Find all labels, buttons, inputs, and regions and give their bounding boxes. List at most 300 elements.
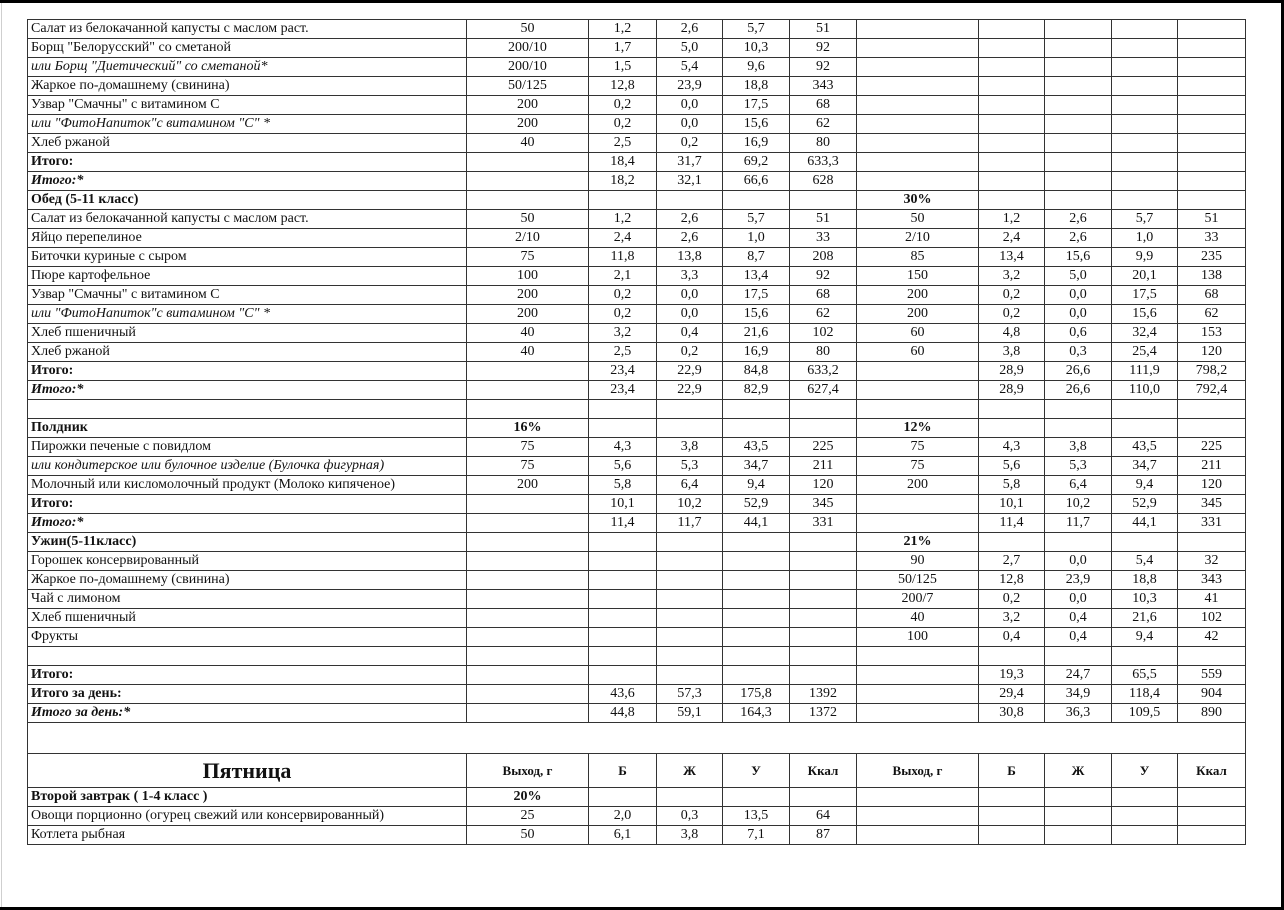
carbs-cell-1: 18,8 [723,77,790,96]
yield-cell-1: 25 [467,807,589,826]
yield-cell-1 [467,628,589,647]
fat-cell-1: 11,7 [657,514,723,533]
protein-cell-1 [589,666,657,685]
dish-name: Жаркое по-домашнему (свинина) [28,571,467,590]
kcal-cell-2: 41 [1178,590,1246,609]
yield-cell-2 [857,96,979,115]
protein-cell-2: 0,2 [979,305,1045,324]
kcal-cell-1: 92 [790,267,857,286]
yield-cell-2 [857,826,979,845]
protein-cell-2: 30,8 [979,704,1045,723]
fat-cell-2 [1045,115,1112,134]
fat-cell-1 [657,191,723,210]
protein-cell-2: 28,9 [979,381,1045,400]
dish-name: Молочный или кисломолочный продукт (Молоко кипяченое) [28,476,467,495]
fat-cell-1 [657,571,723,590]
col-header-protein: Б [589,754,657,788]
fat-cell-1: 0,0 [657,115,723,134]
carbs-cell-1 [723,788,790,807]
kcal-cell-2 [1178,172,1246,191]
dish-name: Борщ "Белорусский" со сметаной [28,39,467,58]
protein-cell-1: 18,4 [589,153,657,172]
fat-cell-1: 2,6 [657,20,723,39]
carbs-cell-2 [1112,647,1178,666]
protein-cell-2 [979,400,1045,419]
dish-name: Жаркое по-домашнему (свинина) [28,77,467,96]
yield-cell-2: 85 [857,248,979,267]
table-row [28,419,1246,438]
fat-cell-1: 22,9 [657,381,723,400]
carbs-cell-1 [723,590,790,609]
yield-cell-1 [467,514,589,533]
table-row [28,362,1246,381]
dish-name: Овощи порционно (огурец свежий или консервированный) [28,807,467,826]
carbs-cell-2: 32,4 [1112,324,1178,343]
protein-cell-2: 28,9 [979,362,1045,381]
dish-name: Котлета рыбная [28,826,467,845]
yield-cell-2: 60 [857,343,979,362]
dish-name: Пирожки печеные с повидлом [28,438,467,457]
protein-cell-1: 2,4 [589,229,657,248]
fat-cell-2: 5,0 [1045,267,1112,286]
carbs-cell-2 [1112,115,1178,134]
carbs-cell-1: 16,9 [723,134,790,153]
kcal-cell-2: 345 [1178,495,1246,514]
yield-cell-1 [467,495,589,514]
carbs-cell-2: 25,4 [1112,343,1178,362]
protein-cell-2: 0,2 [979,286,1045,305]
fat-cell-1: 22,9 [657,362,723,381]
kcal-cell-2 [1178,115,1246,134]
yield-cell-2 [857,704,979,723]
dish-name: Итого: [28,153,467,172]
dish-name: Ужин(5-11класс) [28,533,467,552]
protein-cell-1: 2,5 [589,343,657,362]
kcal-cell-2 [1178,134,1246,153]
table-row [28,495,1246,514]
yield-cell-1: 200 [467,305,589,324]
yield-cell-1 [467,381,589,400]
dish-name: Итого: [28,666,467,685]
yield-cell-1: 2/10 [467,229,589,248]
kcal-cell-1 [790,666,857,685]
protein-cell-2 [979,172,1045,191]
dish-name: Итого за день:* [28,704,467,723]
table-row [28,826,1246,845]
protein-cell-1 [589,191,657,210]
table-row [28,267,1246,286]
carbs-cell-1: 1,0 [723,229,790,248]
yield-cell-2: 50 [857,210,979,229]
fat-cell-1: 57,3 [657,685,723,704]
carbs-cell-1: 7,1 [723,826,790,845]
yield-cell-1 [467,153,589,172]
protein-cell-1: 2,1 [589,267,657,286]
fat-cell-2: 11,7 [1045,514,1112,533]
protein-cell-2 [979,58,1045,77]
carbs-cell-2: 111,9 [1112,362,1178,381]
yield-cell-2 [857,153,979,172]
yield-cell-2 [857,514,979,533]
col-header-yield-2: Выход, г [857,754,979,788]
kcal-cell-1: 68 [790,286,857,305]
table-row [28,153,1246,172]
protein-cell-1: 1,7 [589,39,657,58]
carbs-cell-1 [723,533,790,552]
carbs-cell-1: 44,1 [723,514,790,533]
dish-name: Узвар "Смачны" с витамином С [28,286,467,305]
table-row [28,514,1246,533]
protein-cell-1: 10,1 [589,495,657,514]
yield-cell-1: 200/10 [467,58,589,77]
protein-cell-1: 11,8 [589,248,657,267]
carbs-cell-1 [723,628,790,647]
yield-cell-1: 75 [467,457,589,476]
protein-cell-2 [979,20,1045,39]
protein-cell-1 [589,400,657,419]
fat-cell-2: 36,3 [1045,704,1112,723]
kcal-cell-1: 80 [790,134,857,153]
carbs-cell-2: 5,4 [1112,552,1178,571]
kcal-cell-1: 62 [790,115,857,134]
menu-rows-top [28,20,1246,723]
kcal-cell-1 [790,590,857,609]
table-row [28,134,1246,153]
kcal-cell-1: 120 [790,476,857,495]
kcal-cell-2: 102 [1178,609,1246,628]
kcal-cell-1: 62 [790,305,857,324]
yield-cell-2 [857,647,979,666]
kcal-cell-1 [790,552,857,571]
dish-name: Итого:* [28,514,467,533]
kcal-cell-2: 792,4 [1178,381,1246,400]
fat-cell-2: 26,6 [1045,362,1112,381]
table-row [28,533,1246,552]
carbs-cell-1: 17,5 [723,286,790,305]
kcal-cell-2: 120 [1178,476,1246,495]
protein-cell-2 [979,153,1045,172]
yield-cell-1 [467,172,589,191]
carbs-cell-1: 17,5 [723,96,790,115]
table-row [28,476,1246,495]
protein-cell-2: 4,3 [979,438,1045,457]
dish-name: Хлеб пшеничный [28,609,467,628]
yield-cell-2: 21% [857,533,979,552]
protein-cell-2 [979,96,1045,115]
yield-cell-1 [467,552,589,571]
carbs-cell-2 [1112,419,1178,438]
carbs-cell-1: 82,9 [723,381,790,400]
yield-cell-2 [857,362,979,381]
table-row [28,381,1246,400]
carbs-cell-1: 5,7 [723,20,790,39]
kcal-cell-2: 68 [1178,286,1246,305]
carbs-cell-1: 9,6 [723,58,790,77]
fat-cell-2 [1045,400,1112,419]
yield-cell-1 [467,666,589,685]
table-row [28,172,1246,191]
yield-cell-1 [467,571,589,590]
fat-cell-2 [1045,647,1112,666]
fat-cell-1: 0,3 [657,807,723,826]
fat-cell-1 [657,590,723,609]
kcal-cell-2: 904 [1178,685,1246,704]
dish-name: Фрукты [28,628,467,647]
dish-name: Итого за день: [28,685,467,704]
yield-cell-1: 40 [467,343,589,362]
dish-name: Биточки куриные с сыром [28,248,467,267]
fat-cell-2 [1045,807,1112,826]
yield-cell-1 [467,609,589,628]
yield-cell-2: 90 [857,552,979,571]
yield-cell-2 [857,788,979,807]
table-row [28,58,1246,77]
protein-cell-2: 2,4 [979,229,1045,248]
kcal-cell-2: 153 [1178,324,1246,343]
protein-cell-1: 0,2 [589,305,657,324]
fat-cell-1: 0,2 [657,343,723,362]
protein-cell-1: 2,0 [589,807,657,826]
yield-cell-2 [857,115,979,134]
protein-cell-2: 4,8 [979,324,1045,343]
dish-name: Салат из белокачанной капусты с маслом раст. [28,210,467,229]
fat-cell-1: 5,4 [657,58,723,77]
table-row [28,115,1246,134]
carbs-cell-2: 9,9 [1112,248,1178,267]
col-header-kcal-2: Ккал [1178,754,1246,788]
col-header-yield: Выход, г [467,754,589,788]
fat-cell-1 [657,628,723,647]
fat-cell-1: 6,4 [657,476,723,495]
fat-cell-2: 6,4 [1045,476,1112,495]
fat-cell-1: 5,3 [657,457,723,476]
table-row [28,286,1246,305]
scan-border-left [1,3,2,907]
kcal-cell-2: 331 [1178,514,1246,533]
carbs-cell-2 [1112,96,1178,115]
carbs-cell-1: 69,2 [723,153,790,172]
carbs-cell-1: 21,6 [723,324,790,343]
yield-cell-2 [857,20,979,39]
yield-cell-1: 40 [467,134,589,153]
yield-cell-2: 200 [857,476,979,495]
fat-cell-1: 0,0 [657,96,723,115]
protein-cell-2 [979,826,1045,845]
yield-cell-2: 40 [857,609,979,628]
fat-cell-2 [1045,96,1112,115]
carbs-cell-2: 109,5 [1112,704,1178,723]
carbs-cell-2 [1112,400,1178,419]
kcal-cell-2 [1178,96,1246,115]
fat-cell-1 [657,788,723,807]
kcal-cell-1 [790,571,857,590]
protein-cell-1 [589,647,657,666]
fat-cell-2 [1045,172,1112,191]
kcal-cell-2 [1178,807,1246,826]
fat-cell-2 [1045,20,1112,39]
yield-cell-1: 50 [467,20,589,39]
yield-cell-2: 2/10 [857,229,979,248]
kcal-cell-1: 343 [790,77,857,96]
table-row [28,400,1246,419]
carbs-cell-1: 34,7 [723,457,790,476]
carbs-cell-1: 9,4 [723,476,790,495]
table-row [28,457,1246,476]
table-row [28,685,1246,704]
fat-cell-1: 0,2 [657,134,723,153]
carbs-cell-1: 13,5 [723,807,790,826]
fat-cell-2: 3,8 [1045,438,1112,457]
fat-cell-1: 2,6 [657,210,723,229]
yield-cell-2 [857,39,979,58]
fat-cell-2: 0,6 [1045,324,1112,343]
protein-cell-2: 11,4 [979,514,1045,533]
carbs-cell-1: 164,3 [723,704,790,723]
col-header-fat: Ж [657,754,723,788]
protein-cell-2 [979,134,1045,153]
carbs-cell-1: 175,8 [723,685,790,704]
carbs-cell-2: 34,7 [1112,457,1178,476]
fat-cell-2 [1045,826,1112,845]
carbs-cell-1 [723,609,790,628]
col-header-carbs-2: У [1112,754,1178,788]
carbs-cell-1 [723,191,790,210]
yield-cell-1: 200 [467,115,589,134]
day-title: Пятница [28,754,467,788]
dish-name [28,400,467,419]
fat-cell-1 [657,666,723,685]
dish-name: Второй завтрак ( 1-4 класс ) [28,788,467,807]
table-row [28,571,1246,590]
kcal-cell-1: 628 [790,172,857,191]
yield-cell-1 [467,191,589,210]
carbs-cell-1: 84,8 [723,362,790,381]
fat-cell-1: 5,0 [657,39,723,58]
kcal-cell-1: 102 [790,324,857,343]
carbs-cell-2 [1112,153,1178,172]
dish-name: или "ФитоНапиток"с витамином "С" * [28,305,467,324]
fat-cell-2: 23,9 [1045,571,1112,590]
kcal-cell-2 [1178,826,1246,845]
fat-cell-2 [1045,134,1112,153]
yield-cell-2 [857,807,979,826]
protein-cell-1: 6,1 [589,826,657,845]
carbs-cell-2 [1112,807,1178,826]
protein-cell-2: 1,2 [979,210,1045,229]
kcal-cell-2 [1178,58,1246,77]
fat-cell-1: 13,8 [657,248,723,267]
spacer-cell [28,723,1246,754]
fat-cell-1: 23,9 [657,77,723,96]
yield-cell-2: 12% [857,419,979,438]
dish-name: Хлеб пшеничный [28,324,467,343]
table-row [28,552,1246,571]
kcal-cell-2: 559 [1178,666,1246,685]
yield-cell-1 [467,685,589,704]
dish-name: Итого:* [28,172,467,191]
kcal-cell-2 [1178,400,1246,419]
carbs-cell-2: 9,4 [1112,628,1178,647]
yield-cell-1 [467,590,589,609]
carbs-cell-2 [1112,77,1178,96]
carbs-cell-2: 52,9 [1112,495,1178,514]
kcal-cell-1 [790,191,857,210]
yield-cell-2 [857,400,979,419]
yield-cell-1: 200 [467,96,589,115]
kcal-cell-1: 51 [790,20,857,39]
fat-cell-1: 10,2 [657,495,723,514]
kcal-cell-2 [1178,39,1246,58]
protein-cell-1 [589,419,657,438]
yield-cell-2: 60 [857,324,979,343]
fat-cell-2: 26,6 [1045,381,1112,400]
carbs-cell-2: 20,1 [1112,267,1178,286]
kcal-cell-2 [1178,788,1246,807]
carbs-cell-1 [723,419,790,438]
table-row [28,39,1246,58]
carbs-cell-2: 65,5 [1112,666,1178,685]
protein-cell-1: 2,5 [589,134,657,153]
kcal-cell-1: 633,3 [790,153,857,172]
dish-name: Горошек консервированный [28,552,467,571]
protein-cell-2 [979,788,1045,807]
fat-cell-1 [657,609,723,628]
fat-cell-1: 3,8 [657,438,723,457]
protein-cell-1: 4,3 [589,438,657,457]
protein-cell-2 [979,807,1045,826]
kcal-cell-2: 211 [1178,457,1246,476]
fat-cell-2: 15,6 [1045,248,1112,267]
dish-name [28,647,467,666]
protein-cell-1: 5,6 [589,457,657,476]
carbs-cell-1 [723,571,790,590]
kcal-cell-1 [790,788,857,807]
table-row [28,305,1246,324]
kcal-cell-2 [1178,647,1246,666]
menu-table [27,19,1246,845]
col-header-fat-2: Ж [1045,754,1112,788]
kcal-cell-2: 235 [1178,248,1246,267]
carbs-cell-2 [1112,39,1178,58]
kcal-cell-2: 343 [1178,571,1246,590]
carbs-cell-1: 52,9 [723,495,790,514]
kcal-cell-1: 211 [790,457,857,476]
fat-cell-2 [1045,788,1112,807]
protein-cell-1: 3,2 [589,324,657,343]
dish-name: или "ФитоНапиток"с витамином "С" * [28,115,467,134]
protein-cell-1: 0,2 [589,115,657,134]
col-header-kcal: Ккал [790,754,857,788]
fat-cell-2: 2,6 [1045,210,1112,229]
yield-cell-2: 50/125 [857,571,979,590]
protein-cell-2: 2,7 [979,552,1045,571]
protein-cell-1: 43,6 [589,685,657,704]
protein-cell-1: 0,2 [589,96,657,115]
fat-cell-2 [1045,77,1112,96]
dish-name: Яйцо перепелиное [28,229,467,248]
fat-cell-2: 34,9 [1045,685,1112,704]
yield-cell-1 [467,704,589,723]
kcal-cell-1: 331 [790,514,857,533]
table-row [28,788,1246,807]
yield-cell-1 [467,647,589,666]
fat-cell-2: 0,3 [1045,343,1112,362]
kcal-cell-2 [1178,191,1246,210]
fat-cell-1: 0,0 [657,286,723,305]
carbs-cell-2 [1112,533,1178,552]
table-row [28,77,1246,96]
protein-cell-1: 18,2 [589,172,657,191]
